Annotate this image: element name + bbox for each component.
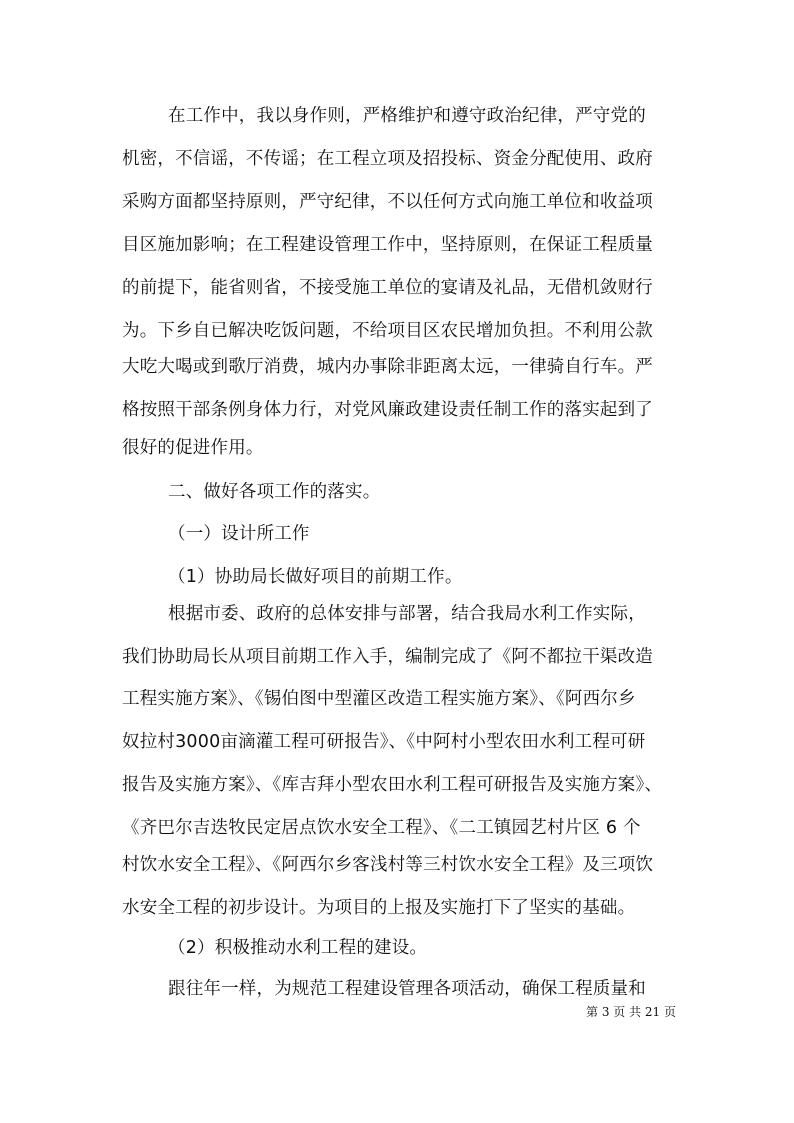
page-number-footer: 第 3 页 共 21 页 bbox=[586, 1005, 676, 1019]
paragraph-line: 机密，不信谣，不传谣；在工程立项及招投标、资金分配使用、政府 bbox=[122, 149, 653, 169]
paragraph-line: 为。下乡自已解决吃饭问题，不给项目区农民增加负担。不利用公款 bbox=[122, 321, 653, 341]
paragraph-line: 采购方面都坚持原则，严守纪律，不以任何方式向施工单位和收益项 bbox=[122, 192, 653, 212]
item-heading: （2）积极推动水利工程的建设。 bbox=[168, 938, 428, 958]
paragraph-line: 很好的促进作用。 bbox=[122, 438, 264, 458]
paragraph-line: 村饮水安全工程》、《阿西尔乡客浅村等三村饮水安全工程》及三项饮 bbox=[122, 855, 654, 875]
paragraph-line: 奴拉村3000亩滴灌工程可研报告》、《中阿村小型农田水利工程可研 bbox=[122, 732, 646, 752]
subsection-heading: （一）设计所工作 bbox=[168, 524, 310, 544]
paragraph-line: 工程实施方案》、《锡伯图中型灌区改造工程实施方案》、《阿西尔乡 bbox=[122, 689, 636, 709]
section-heading: 二、做好各项工作的落实。 bbox=[168, 482, 381, 502]
paragraph-line: 水安全工程的初步设计。为项目的上报及实施打下了坚实的基础。 bbox=[122, 898, 636, 918]
paragraph-line: 目区施加影响；在工程建设管理工作中，坚持原则，在保证工程质量 bbox=[122, 235, 653, 255]
paragraph-line: 根据市委、政府的总体安排与部署，结合我局水利工作实际， bbox=[168, 604, 646, 624]
paragraph-line: 《齐巴尔吉迭牧民定居点饮水安全工程》、《二工镇园艺村片区 6 个 bbox=[122, 818, 641, 838]
item-heading: （1）协助局长做好项目的前期工作。 bbox=[168, 567, 463, 587]
paragraph-line: 大吃大喝或到歌厅消费，城内办事除非距离太远，一律骑自行车。严 bbox=[122, 357, 653, 377]
paragraph-line: 我们协助局长从项目前期工作入手，编制完成了《阿不都拉干渠改造 bbox=[122, 647, 653, 667]
paragraph-line: 的前提下，能省则省，不接受施工单位的宴请及礼品，无借机敛财行 bbox=[122, 278, 653, 298]
paragraph-line: 跟往年一样，为规范工程建设管理各项活动，确保工程质量和 bbox=[168, 979, 646, 999]
paragraph-line: 报告及实施方案》、《库吉拜小型农田水利工程可研报告及实施方案》、 bbox=[122, 775, 663, 795]
paragraph-line: 在工作中，我以身作则，严格维护和遵守政治纪律，严守党的 bbox=[168, 106, 646, 126]
paragraph-line: 格按照干部条例身体力行，对党风廉政建设责任制工作的落实起到了 bbox=[122, 400, 653, 420]
